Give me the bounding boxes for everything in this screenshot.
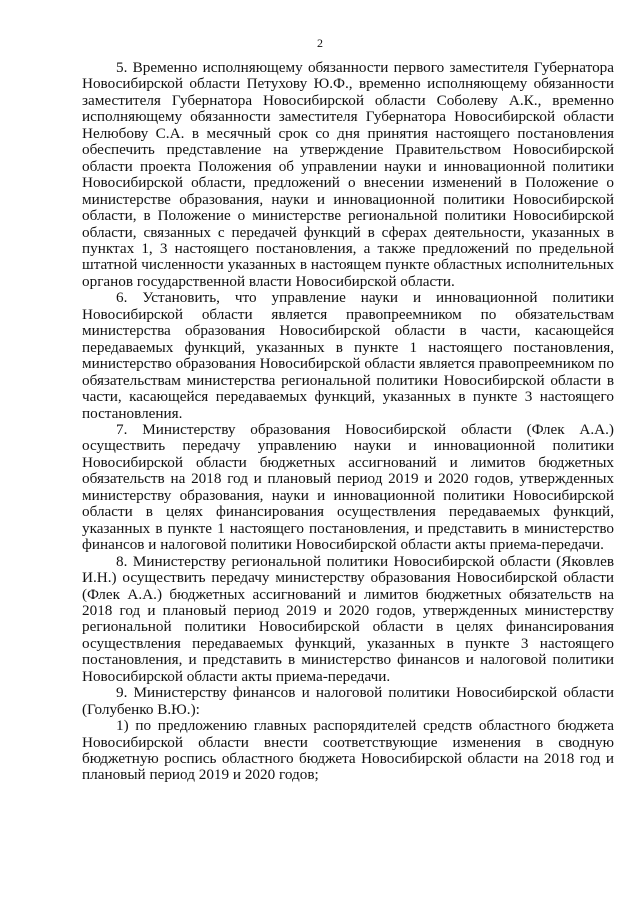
subparagraph-9-1: 1) по предложению главных распорядителей средств областного бюджета Новосибирской области внести соответствующие изменения в сводную бюджетную роспись областного бюджета Новосибирской области на 2018 год и плановый период 2019 и 2020 годов; [82, 717, 614, 784]
document-body [82, 60, 614, 784]
paragraph-7: 7. Министерству образования Новосибирской области (Флек А.А.) осуществить передачу управлению науки и инновационной политики Новосибирской области бюджетных ассигнований и лимитов бюджетных обязательств на 2018 год и плановый период 2019 и 2020 годов, утвержденных министерству образования, науки и инновационной политики Новосибирской области в целях финансирования осуществления передаваемых функций, указанных в пункте 1 настоящего постановления, и представить в министерство финансов и налоговой политики Новосибирской области акты приема-передачи. [82, 420, 614, 554]
paragraph-5: 5. Временно исполняющему обязанности первого заместителя Губернатора Новосибирской области Петухову Ю.Ф., временно исполняющему обязанности заместителя Губернатора Новосибирской области Соболеву А.К., временно исполняющему обязанности заместителя Губернатора Новосибирской области Нелюбову С.А. в месячный срок со дня принятия настоящего постановления обеспечить представление на утверждение Правительством Новосибирской области проекта Положения об управлении науки и инновационной политики Новосибирской области, предложений о внесении изменений в Положение о министерстве образования, науки и инновационной политики Новосибирской области, в Положение о министерстве региональной политики Новосибирской области, связанных с передачей функций в сферах деятельности, указанных в пунктах 1, 3 настоящего постановления, а также предложений по предельной штатной численности указанных в настоящем пункте областных исполнительных органов государственной власти Новосибирской области. [82, 59, 614, 290]
paragraph-6: 6. Установить, что управление науки и инновационной политики Новосибирской области является правопреемником по обязательствам министерства образования Новосибирской области в части, касающейся передаваемых функций, указанных в пункте 1 настоящего постановления, министерство образования Новосибирской области является правопреемником по обязательствам министерства региональной политики Новосибирской области в части, касающейся передаваемых функций, указанных в пункте 3 настоящего постановления. [82, 289, 614, 422]
paragraph-8: 8. Министерству региональной политики Новосибирской области (Яковлев И.Н.) осуществить передачу министерству образования Новосибирской области (Флек А.А.) бюджетных ассигнований и лимитов бюджетных обязательств на 2018 год и плановый период 2019 и 2020 годов, утвержденных министерству региональной политики Новосибирской области в целях финансирования осуществления передаваемых функций, указанных в пункте 3 настоящего постановления, и представить в министерство финансов и налоговой политики Новосибирской области акты приема-передачи. [82, 552, 614, 685]
paragraph-9: 9. Министерству финансов и налоговой политики Новосибирской области (Голубенко В.Ю.): [82, 684, 614, 718]
page-number: 2 [317, 36, 323, 50]
